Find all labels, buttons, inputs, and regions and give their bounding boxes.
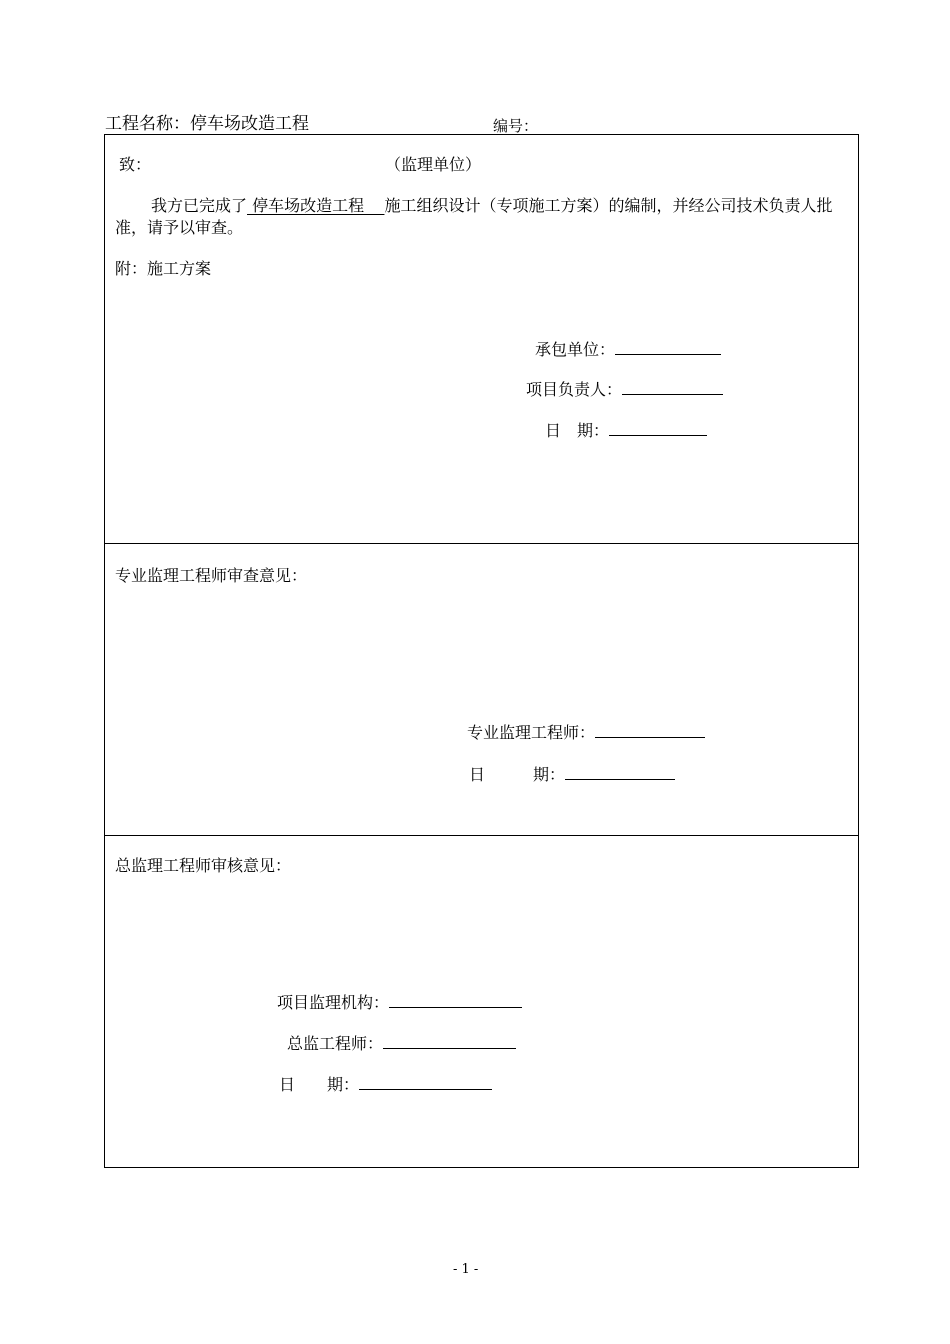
section2-date-line[interactable] bbox=[565, 765, 675, 780]
section3-date-line[interactable] bbox=[359, 1075, 492, 1090]
contractor-label: 承包单位： bbox=[535, 340, 616, 359]
section2-date-row bbox=[469, 765, 675, 785]
chief-engineer-row bbox=[287, 1034, 516, 1054]
section1-date-row bbox=[545, 421, 707, 441]
number-label: 编号： bbox=[493, 117, 539, 135]
contractor-signature-line[interactable] bbox=[615, 340, 721, 355]
specialist-engineer-signature-line[interactable] bbox=[595, 723, 705, 738]
chief-engineer-label: 总监工程师： bbox=[287, 1034, 384, 1053]
section3-date-label: 日 期： bbox=[279, 1075, 360, 1094]
chief-review-section bbox=[105, 835, 858, 1168]
project-header bbox=[105, 114, 309, 134]
supervision-org-row bbox=[277, 993, 522, 1013]
to-label: 致： bbox=[119, 155, 152, 174]
chief-engineer-signature-line[interactable] bbox=[383, 1034, 516, 1049]
chief-review-title: 总监理工程师审核意见： bbox=[115, 856, 292, 875]
supervisor-unit-label: （监理单位） bbox=[385, 155, 482, 174]
specialist-engineer-label: 专业监理工程师： bbox=[467, 723, 596, 742]
contractor-row bbox=[535, 340, 721, 360]
section1-date-line[interactable] bbox=[609, 421, 707, 436]
paragraph-prefix: 我方已完成了 bbox=[151, 196, 248, 215]
project-manager-label: 项目负责人： bbox=[526, 380, 623, 399]
specialist-review-section bbox=[105, 543, 858, 836]
specialist-engineer-row bbox=[467, 723, 705, 743]
submission-paragraph bbox=[115, 195, 850, 239]
submission-section bbox=[105, 135, 858, 543]
project-label: 工程名称： bbox=[105, 114, 190, 134]
section1-date-label: 日 期： bbox=[545, 421, 610, 440]
section3-date-row bbox=[279, 1075, 492, 1095]
project-name: 停车场改造工程 bbox=[190, 114, 309, 134]
project-manager-row bbox=[526, 380, 723, 400]
section2-date-label: 日 期： bbox=[469, 765, 566, 784]
approval-form bbox=[104, 134, 859, 1168]
supervision-org-label: 项目监理机构： bbox=[277, 993, 390, 1012]
supervision-org-signature-line[interactable] bbox=[389, 993, 522, 1008]
attachment-label: 附：施工方案 bbox=[115, 259, 212, 278]
project-manager-signature-line[interactable] bbox=[622, 380, 723, 395]
paragraph-suffix: 施工组织设计（专项施工方案）的编制，并经公司技术负责人批准，请予以审查。 bbox=[115, 196, 833, 237]
page-number: - 1 - bbox=[453, 1262, 479, 1277]
paragraph-project-name: 停车场改造工程 bbox=[247, 196, 385, 215]
specialist-review-title: 专业监理工程师审查意见： bbox=[115, 566, 308, 585]
